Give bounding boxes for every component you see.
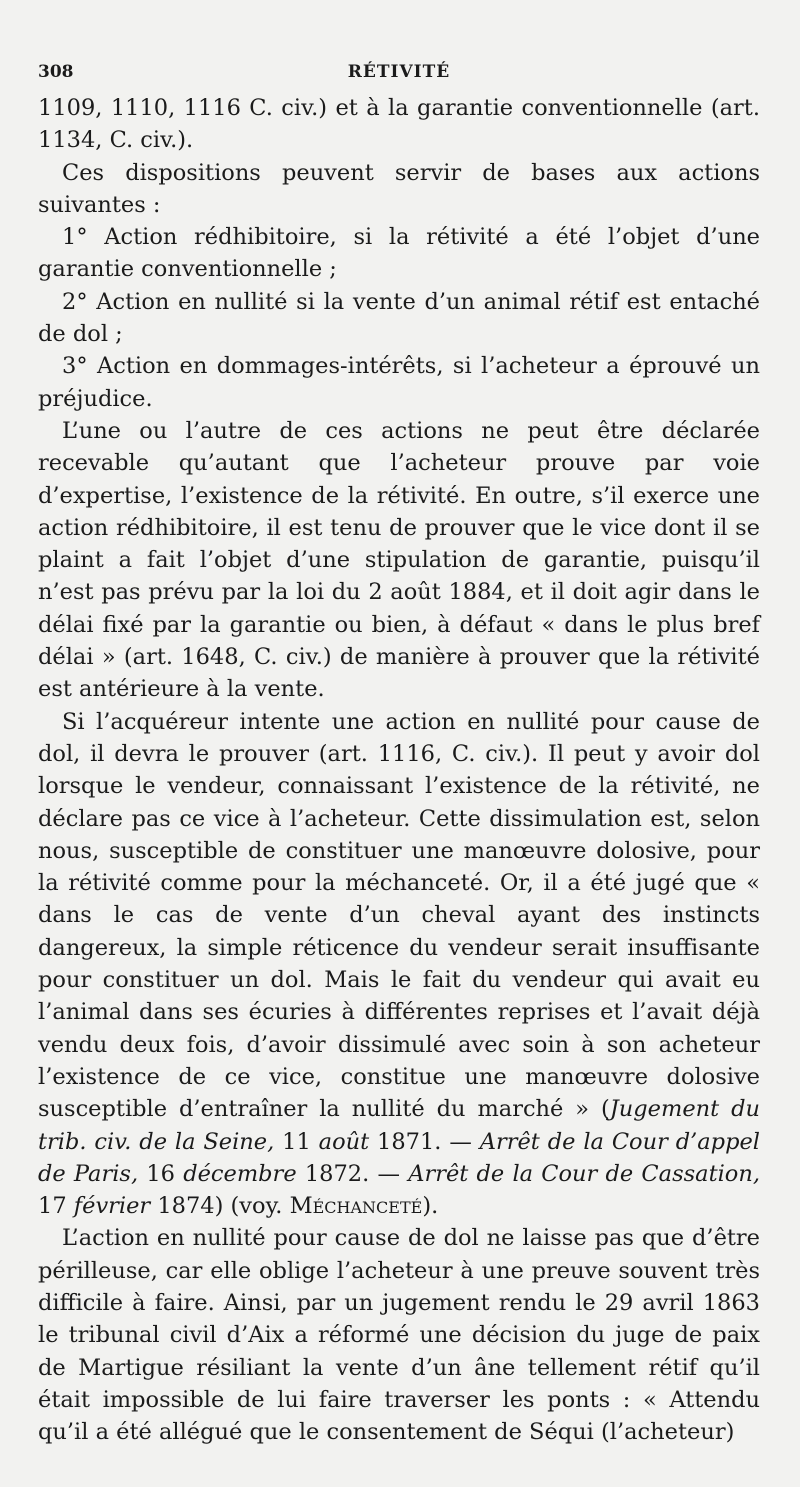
- running-title: RÉTIVITÉ: [347, 62, 451, 82]
- page-number: 308: [38, 62, 74, 82]
- citation-arret-cassation: Arrêt de la Cour de Cassation,: [408, 1160, 760, 1187]
- paragraph-intro: Ces dispositions peuvent servir de bases aux actions suivantes :: [38, 159, 760, 218]
- citation-month: décembre: [183, 1160, 297, 1187]
- paragraph-dol-text: Si l’acquéreur intente une action en nullité pour cause de dol, il devra le prouver (art. 1116, C. civ.). Il peut y avoir dol lorsque le vendeur, connaissant l’existence de la rétivité, ne déclare pas ce vice à l’acheteur. Cette dissimulation est, selon nous, susceptible de constituer une manœuvre dolosive, pour la rétivité comme pour la méchanceté. Or, il a été jugé que « dans le cas de vente d’un cheval ayant des instincts dangereux, la simple réticence du vendeur serait insuffisante pour constituer un dol. Mais le fait du vendeur qui avait eu l’animal dans ses écuries à différentes reprises et l’avait déjà vendu deux fois, d’avoir dissimulé avec soin à son acheteur l’existence de ce vice, constitue une manœuvre dolosive susceptible d’entraîner la nullité du marché » (: [38, 708, 760, 1123]
- paragraph-continuation: 1109, 1110, 1116 C. civ.) et à la garantie conventionnelle (art. 1134, C. civ.).: [38, 95, 760, 154]
- paragraph-dol: [38, 706, 760, 1223]
- citation-month: août: [318, 1128, 370, 1155]
- citation-jugement: Jugement du trib. civ. de la Seine,: [38, 1096, 760, 1155]
- paragraph-end: ).: [422, 1193, 439, 1220]
- cross-reference: 1874) (voy.: [150, 1193, 290, 1220]
- citation-day: 17: [38, 1193, 74, 1220]
- citation-day: 16: [138, 1160, 184, 1187]
- running-head: [38, 62, 760, 84]
- citation-year: 1871. —: [369, 1128, 480, 1155]
- citation-year: 1872. —: [296, 1160, 409, 1187]
- body-text: [38, 92, 760, 1448]
- list-item-action-redhibitoire: 1° Action rédhibitoire, si la rétivité a été l’objet d’une garantie conventionnelle ;: [38, 224, 760, 283]
- list-item-action-nullite: 2° Action en nullité si la vente d’un animal rétif est entaché de dol ;: [38, 288, 760, 348]
- list-item-action-dommages: 3° Action en dommages-intérêts, si l’acheteur a éprouvé un préjudice.: [38, 353, 760, 412]
- citation-day: 11: [274, 1128, 319, 1155]
- paragraph-expertise: L’une ou l’autre de ces actions ne peut être déclarée recevable qu’autant que l’acheteur prouve par voie d’expertise, l’existence de la rétivité. En outre, s’il exerce une action rédhibitoire, il est tenu de prouver que le vice dont il se plaint a fait l’objet d’une stipulation de garantie, puisqu’il n’est pas prévu par la loi du 2 août 1884, et il doit agir dans le délai fixé par la garantie ou bien, à défaut « dans le plus bref délai » (art. 1648, C. civ.) de manière à prouver que la rétivité est antérieure à la vente.: [38, 417, 760, 703]
- paragraph-jugement-aix: L’action en nullité pour cause de dol ne laisse pas que d’être périlleuse, car elle oblige l’acheteur à une preuve souvent très difficile à faire. Ainsi, par un jugement rendu le 29 avril 1863 le tribunal civil d’Aix a réformé une décision du juge de paix de Martigue résiliant la vente d’un âne tellement rétif qu’il était impossible de lui faire traverser les ponts : « Attendu qu’il a été allégué que le consentement de Séqui (l’acheteur): [38, 1225, 760, 1446]
- citation-month: février: [73, 1193, 151, 1220]
- cross-reference-term: Méchanceté: [289, 1193, 423, 1220]
- citation-arret-appel: Arrêt de la Cour d’appel de Paris,: [38, 1128, 760, 1187]
